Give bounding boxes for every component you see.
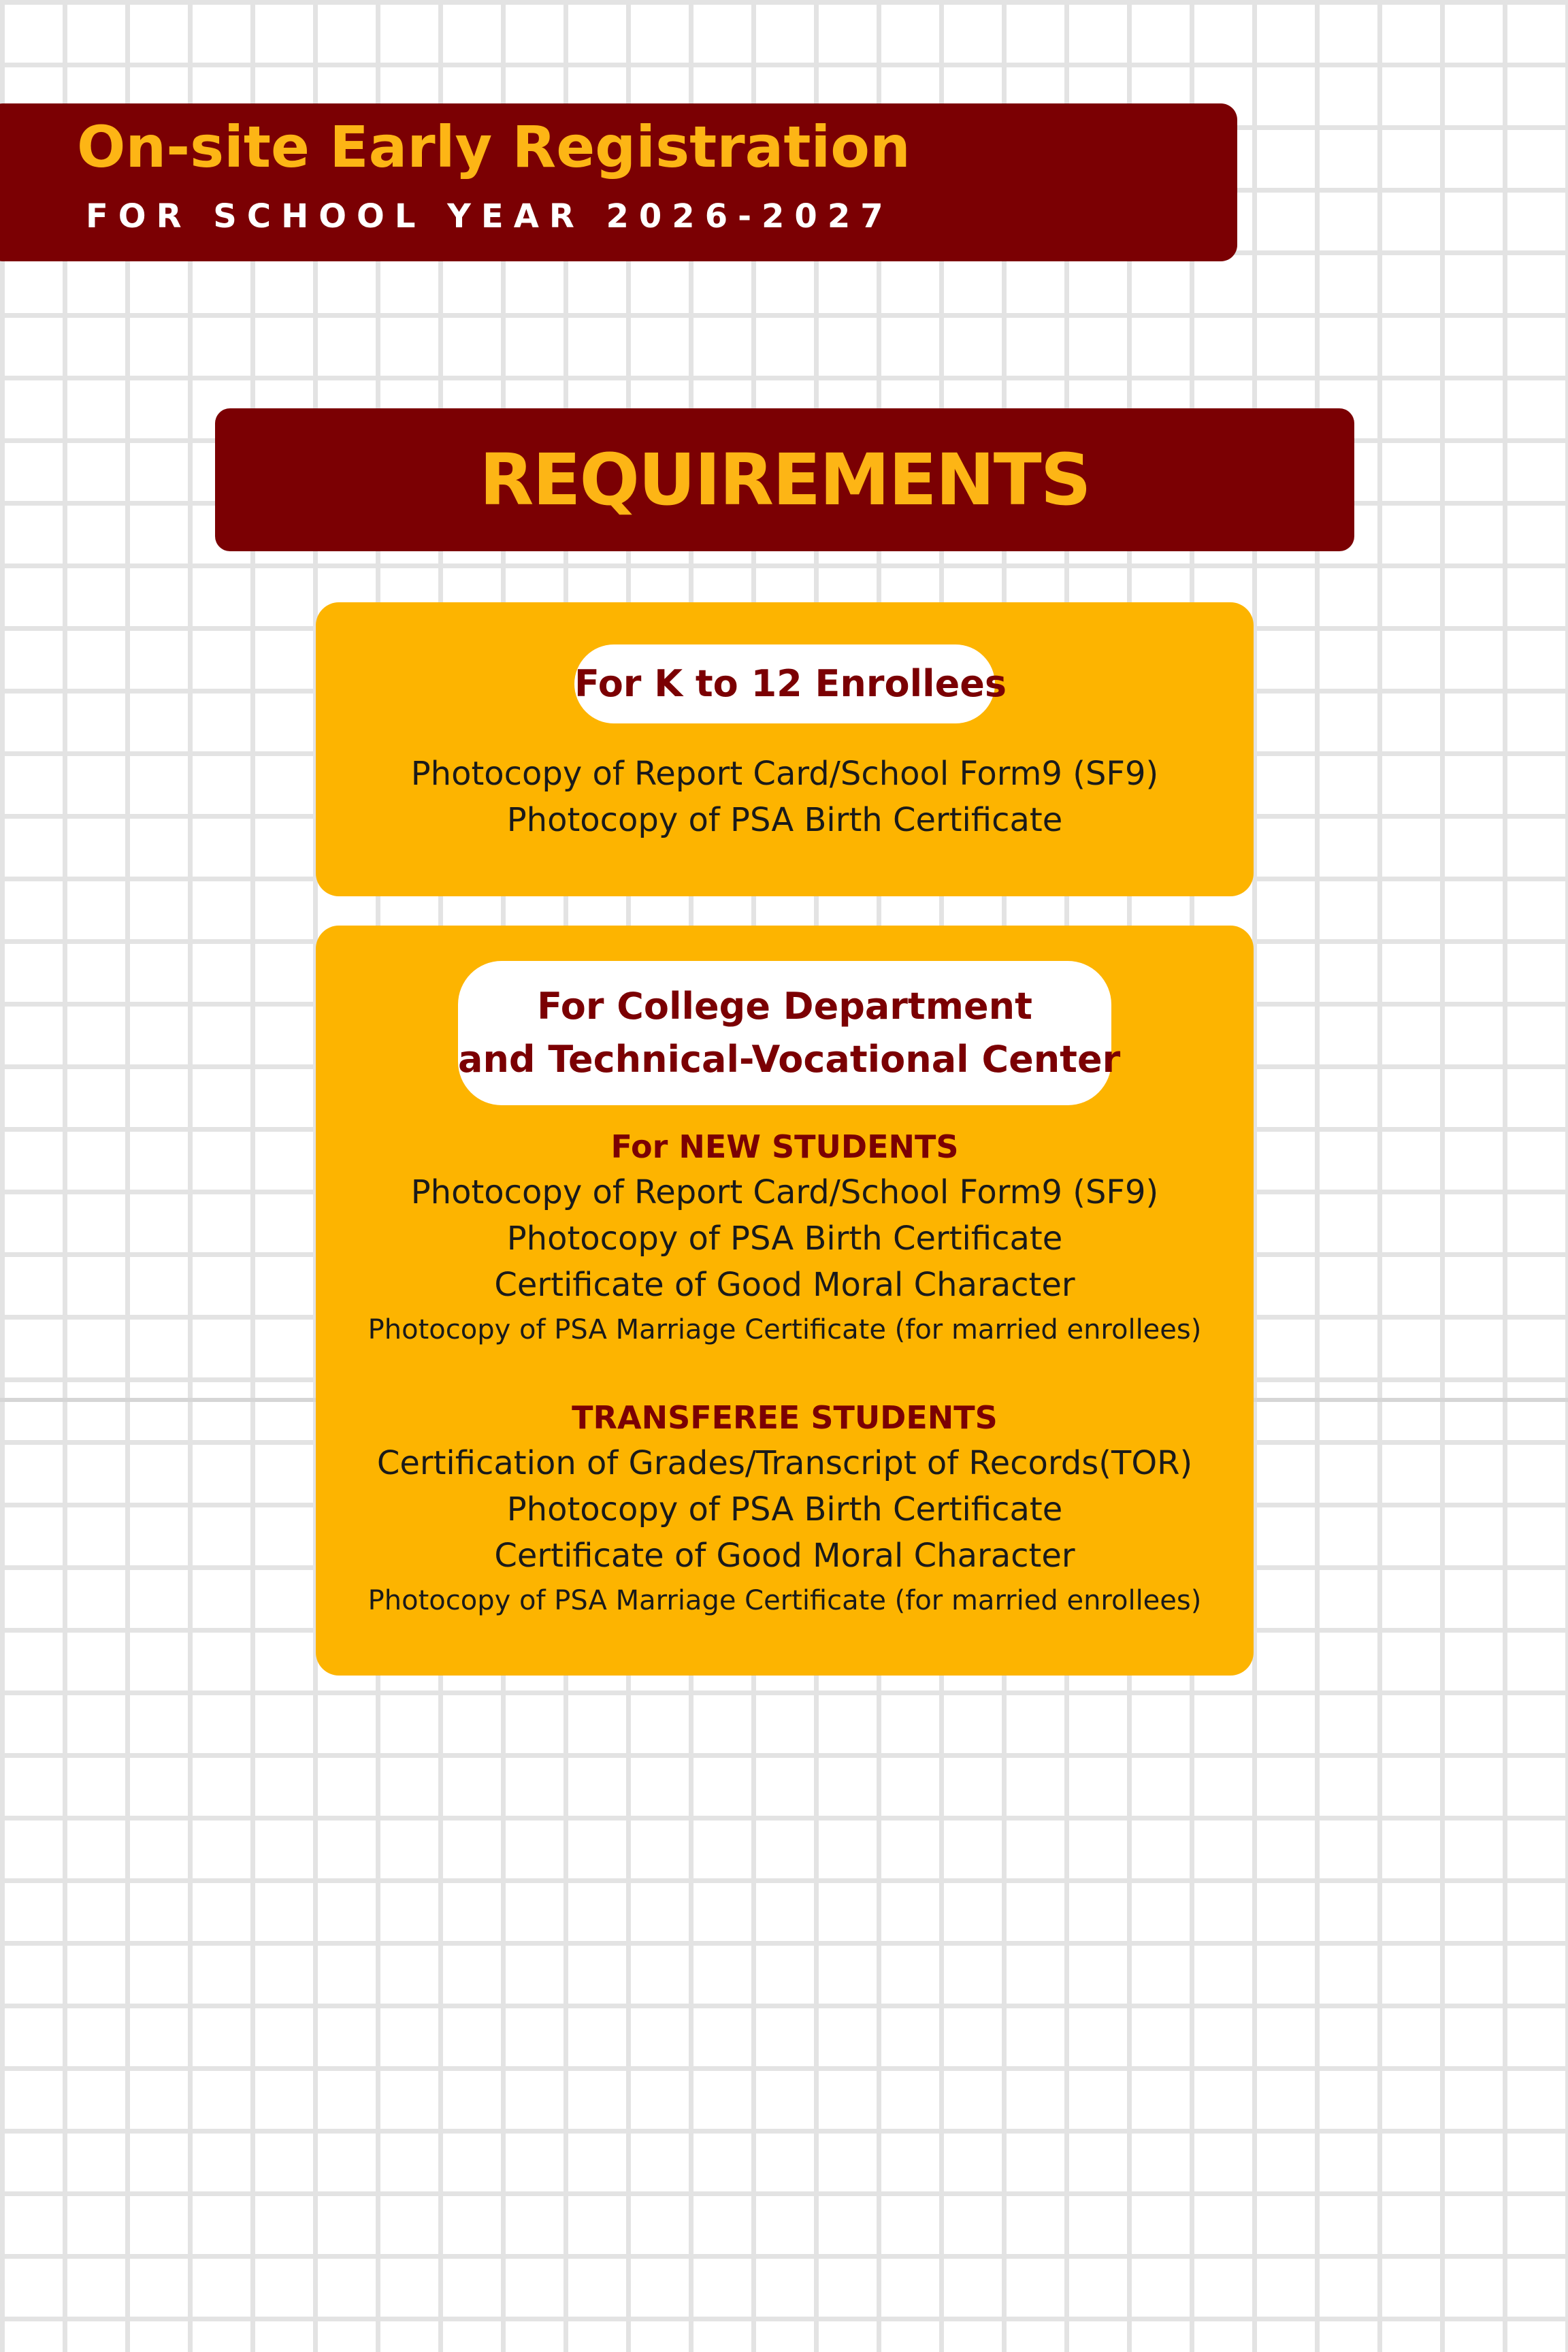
- requirements-banner: [215, 408, 1354, 551]
- transferee-students-section: [316, 1395, 1254, 1622]
- requirements-title: REQUIREMENTS: [479, 438, 1090, 521]
- new-students-list: [316, 1169, 1254, 1352]
- transferee-students-list: [316, 1440, 1254, 1622]
- header-banner: [0, 103, 1237, 261]
- list-item: Photocopy of PSA Marriage Certificate (for married enrollees): [368, 1585, 1202, 1616]
- k12-requirements-card: [316, 602, 1254, 896]
- college-requirements-card: [316, 926, 1254, 1676]
- list-item: Photocopy of PSA Birth Certificate: [506, 801, 1063, 839]
- list-item: Certificate of Good Moral Character: [494, 1266, 1075, 1304]
- list-item: Certificate of Good Moral Character: [494, 1537, 1075, 1575]
- college-label-line-2: and Technical-Vocational Center: [458, 1038, 1121, 1081]
- college-label: [458, 961, 1121, 1105]
- header-subtitle: FOR SCHOOL YEAR 2026-2027: [86, 197, 894, 235]
- new-students-heading: For NEW STUDENTS: [610, 1128, 959, 1165]
- transferee-students-heading: TRANSFEREE STUDENTS: [572, 1399, 998, 1436]
- new-students-section: [316, 1124, 1254, 1352]
- list-item: Photocopy of PSA Birth Certificate: [506, 1490, 1063, 1529]
- list-item: Photocopy of Report Card/School Form9 (SF9): [410, 1173, 1159, 1211]
- header-title: On-site Early Registration: [77, 114, 911, 180]
- college-label-line-1: For College Department: [537, 985, 1032, 1028]
- list-item: Photocopy of PSA Marriage Certificate (for married enrollees): [368, 1314, 1202, 1345]
- k12-label: For K to 12 Enrollees: [574, 644, 995, 723]
- list-item: Photocopy of Report Card/School Form9 (SF9): [410, 755, 1159, 793]
- list-item: Photocopy of PSA Birth Certificate: [506, 1220, 1063, 1258]
- k12-requirements-list: [316, 751, 1254, 843]
- list-item: Certification of Grades/Transcript of Records(TOR): [376, 1444, 1193, 1482]
